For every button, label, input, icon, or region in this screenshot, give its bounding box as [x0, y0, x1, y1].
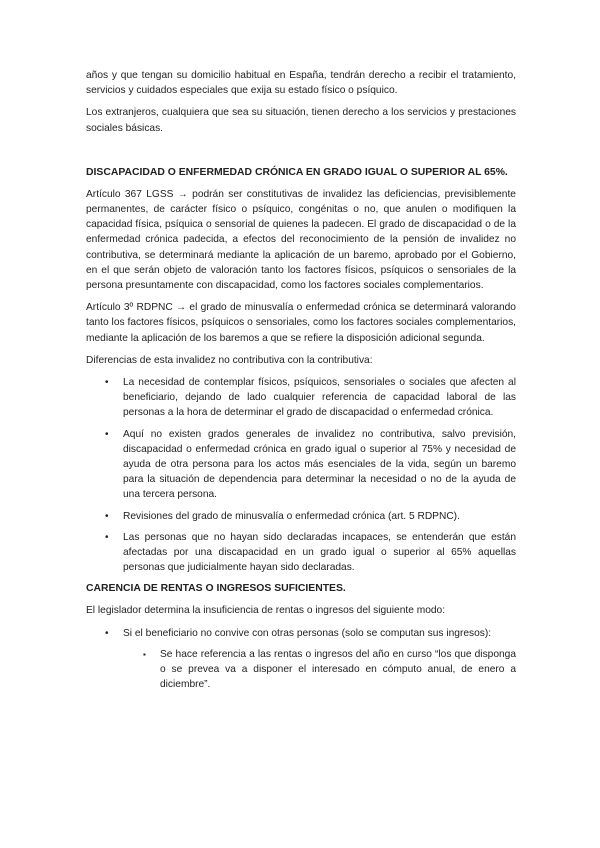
article-3-text: el grado de minusvalía o enfermedad crónica se determinará valorando tanto los factores físicos, psíquicos o sensoriales, como los factores sociales complementarios, mediante la aplicación de los baremos a que se refiere la disposición adicional segunda.: [86, 302, 516, 344]
section-spacer: [86, 143, 516, 165]
arrow-right-icon: →: [176, 302, 187, 314]
intro-paragraph-1: años y que tengan su domicilio habitual en España, tendrán derecho a recibir el tratamiento, servicios y cuidados especiales que exija su estado físico o psíquico.: [86, 70, 516, 97]
article-367-lead: Artículo 367 LGSS: [86, 188, 174, 200]
article-3-paragraph: [86, 300, 516, 346]
list-item: • La necesidad de contemplar físicos, psíquicos, sensoriales o sociales que afecten al beneficiario, dejando de lado cualquier referencia de capacidad laboral de las personas a la hora de determinar el grado de discapacidad o enfermedad crónica.: [86, 375, 516, 421]
sub-list-item: ▪ Se hace referencia a las rentas o ingresos del año en curso “los que disponga o se prevea va a disponer el interesado en cómputo anual, de enero a diciembre”.: [123, 647, 516, 693]
income-sublist: [123, 647, 516, 693]
section-heading-discapacidad: DISCAPACIDAD O ENFERMEDAD CRÓNICA EN GRADO IGUAL O SUPERIOR AL 65%.: [86, 166, 508, 178]
list-item: • Revisiones del grado de minusvalía o enfermedad crónica (art. 5 RDPNC).: [86, 509, 516, 524]
differences-list: [86, 375, 516, 575]
list-item: • Aquí no existen grados generales de invalidez no contributiva, salvo previsión, discapacidad o enfermedad crónica en grado igual o superior al 75% y necesidad de ayuda de otra persona para los actos más esenciales de la vida, según un baremo para la situación de dependencia para determinar la necesidad o no de la ayuda de una tercera persona.: [86, 427, 516, 503]
list-item: [86, 626, 516, 693]
income-bullet-text: Si el beneficiario no convive con otras personas (solo se computan sus ingresos):: [123, 627, 492, 639]
intro-paragraph-2: Los extranjeros, cualquiera que sea su situación, tienen derecho a los servicios y prestaciones sociales básicas.: [86, 107, 516, 134]
income-list: [86, 626, 516, 693]
differences-intro: Diferencias de esta invalidez no contributiva con la contributiva:: [86, 354, 373, 366]
section-heading-carencia-rentas: CARENCIA DE RENTAS O INGRESOS SUFICIENTES.: [86, 583, 346, 595]
arrow-right-icon: →: [177, 188, 188, 200]
document-page: [86, 68, 516, 699]
article-367-text: podrán ser constitutivas de invalidez las deficiencias, previsiblemente permanentes, de carácter físico o psíquico, congénitas o no, que anulen o modifiquen la capacidad física, psíquica o sensorial de quienes la padecen. El grado de discapacidad o de la enfermedad crónica padecida, a efectos del reconocimiento de la pensión de invalidez no contributiva, se determinará mediante la aplicación de un baremo, aprobado por el Gobierno, en el que serán objeto de valoración tanto los factores físicos, psíquicos o sensoriales de la persona presuntamente con discapacidad, como los factores sociales complementarios.: [86, 188, 516, 292]
article-367-paragraph: [86, 187, 516, 293]
income-intro: El legislador determina la insuficiencia de rentas o ingresos del siguiente modo:: [86, 605, 446, 617]
list-item: • Las personas que no hayan sido declaradas incapaces, se entenderán que están afectadas por una discapacidad en un grado igual o superior al 65% aquellas personas que judicialmente hayan sido declaradas.: [86, 530, 516, 576]
article-3-lead: Artículo 3º RDPNC: [86, 302, 173, 314]
